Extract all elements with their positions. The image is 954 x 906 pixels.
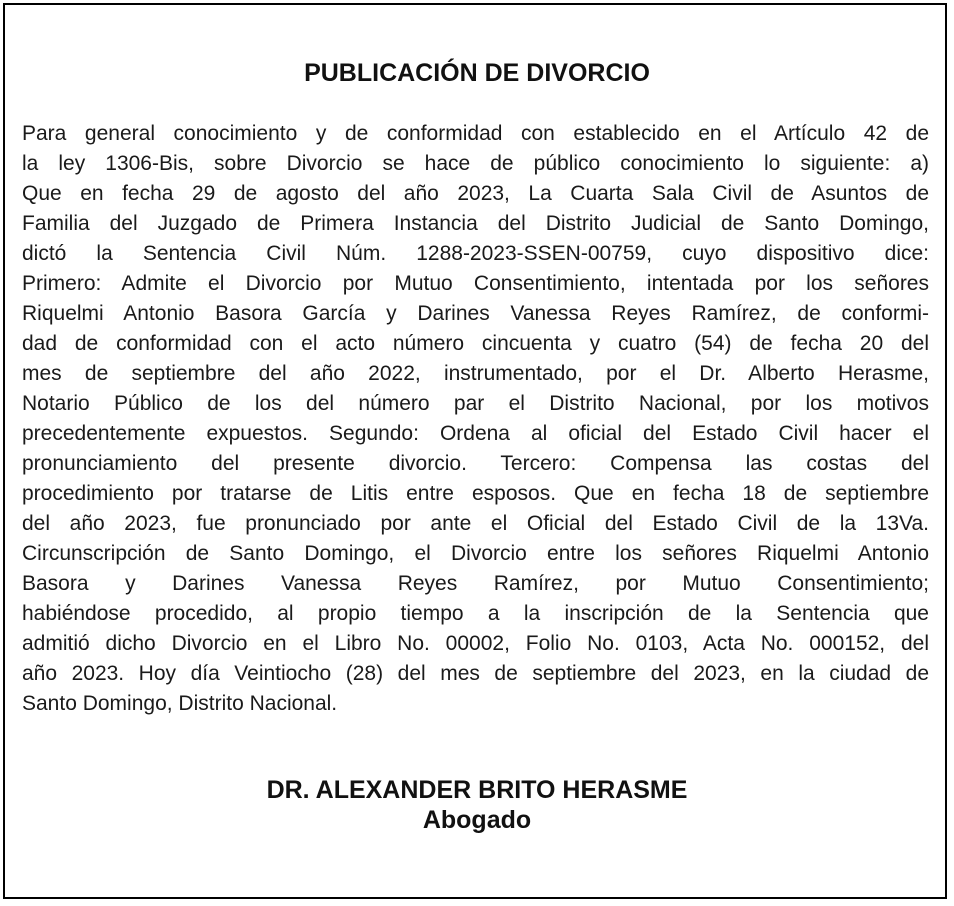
body-line: Primero: Admite el Divorcio por Mutuo Consentimiento, intentada por los señores	[22, 272, 929, 295]
body-line: del año 2023, fue pronunciado por ante el Oficial del Estado Civil de la 13Va.	[22, 512, 929, 535]
notice-title: PUBLICACIÓN DE DIVORCIO	[304, 59, 650, 87]
body-line: mes de septiembre del año 2022, instrumentado, por el Dr. Alberto Herasme,	[22, 362, 929, 385]
signature-block	[5, 775, 949, 835]
body-line: dictó la Sentencia Civil Núm. 1288-2023-SSEN-00759, cuyo dispositivo dice:	[22, 242, 929, 265]
body-line: Para general conocimiento y de conformidad con establecido en el Artículo 42 de	[22, 122, 929, 145]
body-line: pronunciamiento del presente divorcio. Tercero: Compensa las costas del	[22, 452, 929, 475]
body-line: dad de conformidad con el acto número cincuenta y cuatro (54) de fecha 20 del	[22, 332, 929, 355]
body-line: Notario Público de los del número par el Distrito Nacional, por los motivos	[22, 392, 929, 415]
body-line: admitió dicho Divorcio en el Libro No. 00002, Folio No. 0103, Acta No. 000152, del	[22, 632, 929, 655]
body-line: Santo Domingo, Distrito Nacional.	[22, 692, 338, 715]
notice-frame	[3, 3, 947, 899]
body-line: Riquelmi Antonio Basora García y Darines Vanessa Reyes Ramírez, de conformi-	[22, 302, 929, 325]
body-line: año 2023. Hoy día Veintiocho (28) del mes de septiembre del 2023, en la ciudad de	[22, 662, 929, 685]
body-line: la ley 1306-Bis, sobre Divorcio se hace de público conocimiento lo siguiente: a)	[22, 152, 929, 175]
signature-name: DR. ALEXANDER BRITO HERASME	[266, 776, 688, 804]
body-line: habiéndose procedido, al propio tiempo a la inscripción de la Sentencia que	[22, 602, 929, 625]
body-line: Circunscripción de Santo Domingo, el Divorcio entre los señores Riquelmi Antonio	[22, 542, 929, 565]
body-line: Basora y Darines Vanessa Reyes Ramírez, por Mutuo Consentimiento;	[22, 572, 929, 595]
body-line: precedentemente expuestos. Segundo: Ordena al oficial del Estado Civil hacer el	[22, 422, 929, 445]
notice-body	[22, 119, 929, 719]
body-line: Familia del Juzgado de Primera Instancia del Distrito Judicial de Santo Domingo,	[22, 212, 929, 235]
signature-role: Abogado	[422, 806, 532, 834]
body-line: Que en fecha 29 de agosto del año 2023, La Cuarta Sala Civil de Asuntos de	[22, 182, 929, 205]
body-line: procedimiento por tratarse de Litis entre esposos. Que en fecha 18 de septiembre	[22, 482, 929, 505]
